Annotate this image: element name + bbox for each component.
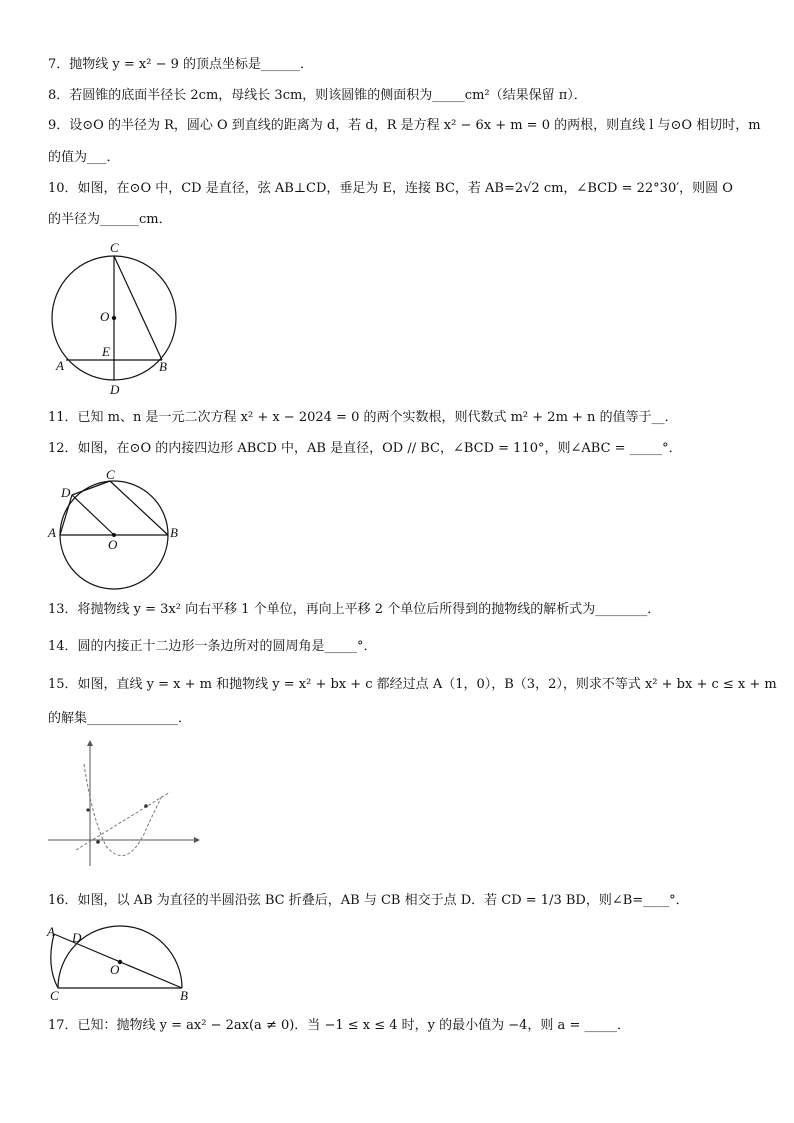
question-11: 11．已知 m、n 是一元二次方程 x² + x − 2024 = 0 的两个实数根，则代数式 m² + 2m + n 的值等于__． (48, 410, 678, 425)
question-9: 9．设⊙O 的半径为 R，圆心 O 到直线的距离为 d，若 d，R 是方程 x² − 6x + m = 0 的两根，则直线 l 与⊙O 相切时，m (48, 118, 761, 133)
question-10-cont: 的半径为______cm． (48, 212, 172, 227)
label-A: A (48, 525, 56, 540)
label-D: D (72, 930, 82, 945)
label-B: B (170, 525, 178, 540)
label-B: B (159, 359, 167, 374)
label-O: O (100, 309, 110, 324)
label-C: C (110, 240, 119, 255)
label-D: D (61, 485, 71, 500)
question-13: 13．将抛物线 y = 3x² 向右平移 1 个单位，再向上平移 2 个单位后所得到的抛物线的解析式为________． (48, 602, 661, 617)
label-A: A (47, 924, 55, 939)
label-O: O (108, 537, 118, 552)
question-14: 14．圆的内接正十二边形一条边所对的圆周角是_____°． (48, 639, 377, 654)
question-10: 10．如图，在⊙O 中，CD 是直径，弦 AB⊥CD，垂足为 E，连接 BC，若 AB=2√2 cm，∠BCD = 22°30′，则圆 O (48, 181, 733, 196)
question-15: 15．如图，直线 y = x + m 和抛物线 y = x² + bx + c 都经过点 A（1，0），B（3，2），则求不等式 x² + bx + c ≤ x + m (48, 677, 777, 692)
question-15-cont: 的解集______________． (48, 711, 192, 726)
question-16: 16．如图，以 AB 为直径的半圆沿弦 BC 折叠后，AB 与 CB 相交于点 D．若 CD = 1/3 BD，则∠B=____°． (48, 893, 689, 908)
figure-10-circle-diagram (44, 238, 184, 398)
question-9-cont: 的值为___． (48, 150, 120, 165)
question-17: 17．已知：抛物线 y = ax² − 2ax(a ≠ 0)．当 −1 ≤ x ≤ 4 时，y 的最小值为 −4，则 a = _____． (48, 1018, 630, 1033)
label-A: A (56, 358, 64, 373)
figure-16-semicircle-diagram (44, 922, 204, 1002)
figure-12-circle-diagram (44, 465, 184, 590)
question-8: 8．若圆锥的底面半径长 2cm，母线长 3cm，则该圆锥的侧面积为_____cm²（结果保留 π）． (48, 88, 587, 103)
label-D: D (110, 382, 120, 397)
label-O: O (110, 962, 120, 977)
question-7: 7．抛物线 y = x² − 9 的顶点坐标是______． (48, 57, 314, 72)
label-B: B (180, 988, 188, 1002)
figure-15-graph (44, 738, 204, 870)
label-C: C (106, 467, 115, 482)
label-C: C (50, 988, 59, 1002)
question-12: 12．如图，在⊙O 的内接四边形 ABCD 中，AB 是直径，OD // BC，∠BCD = 110°，则∠ABC = _____°． (48, 441, 682, 456)
label-E: E (102, 344, 110, 359)
